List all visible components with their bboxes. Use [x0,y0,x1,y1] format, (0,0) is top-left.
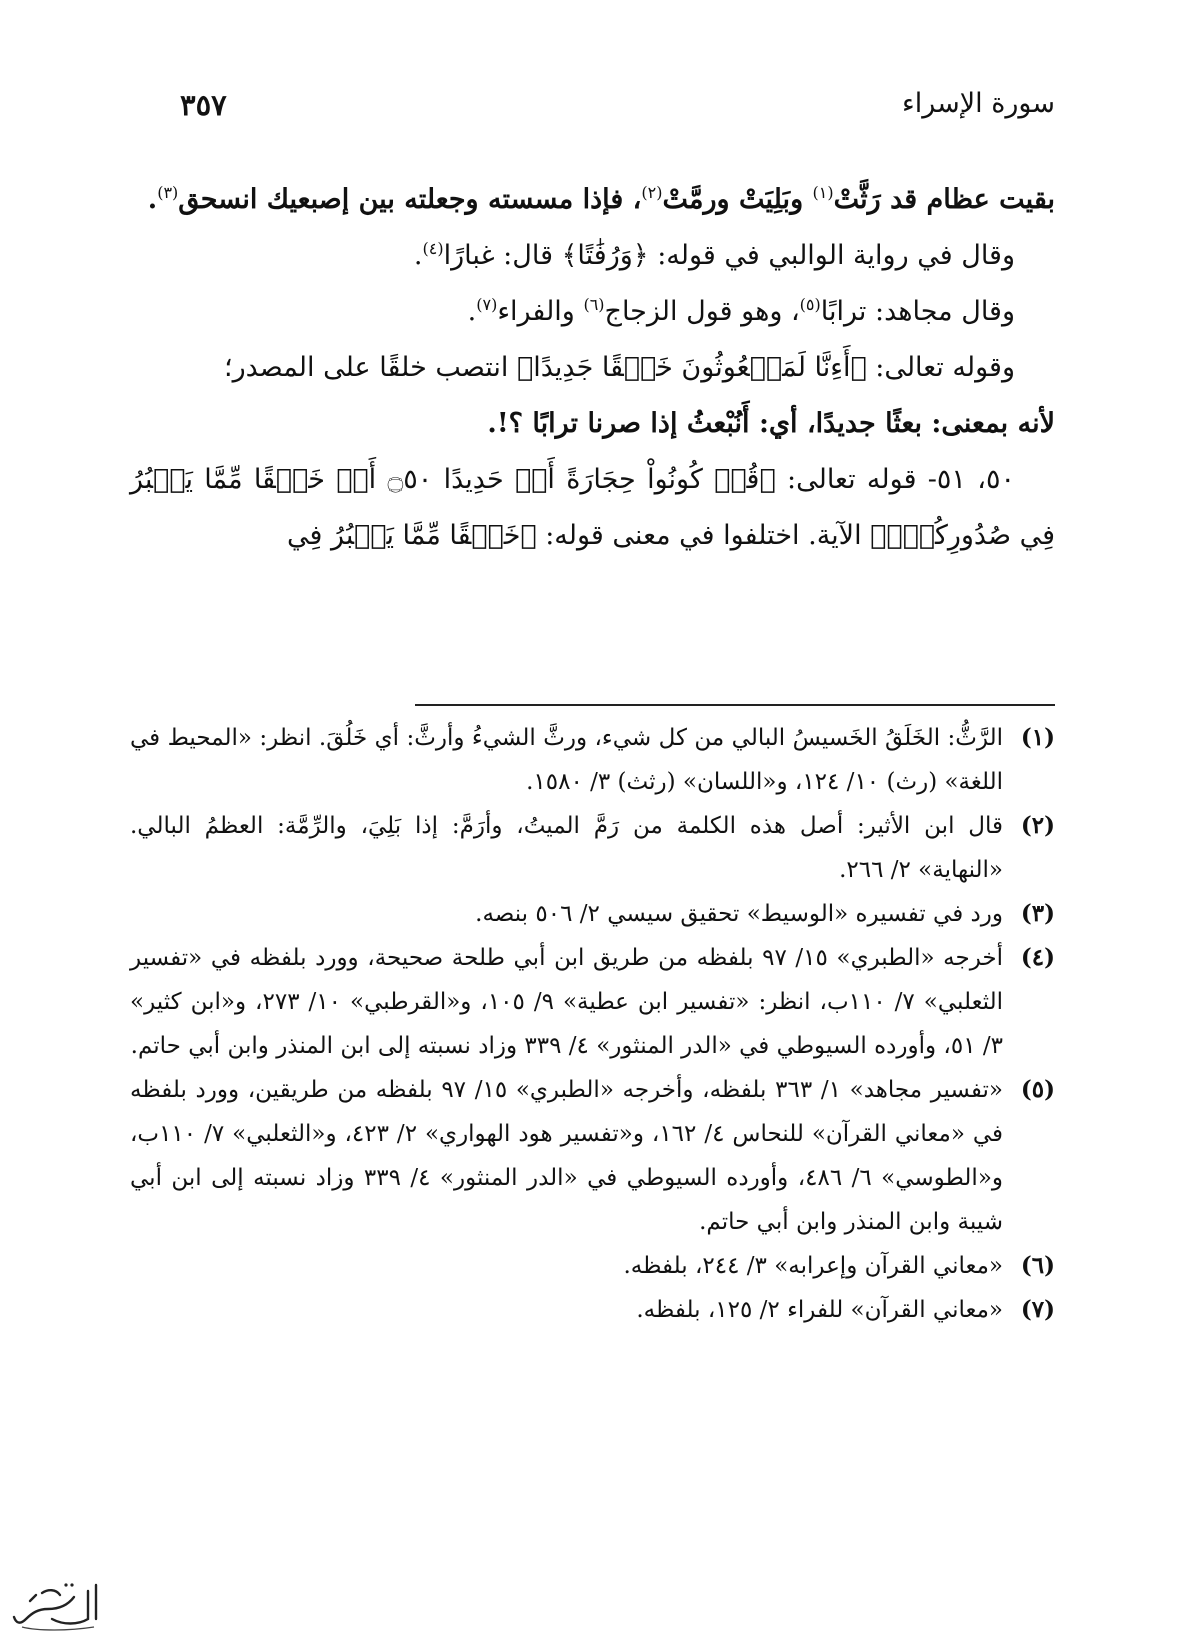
paragraph-4: وقوله تعالى: ﴿أَءِنَّا لَمَبۡعُوثُونَ خَلۡقًا جَدِيدًا﴾ انتصب خلقًا على المصدر؛ [223,352,1015,383]
footnote-number: (٤) [1020,944,1055,971]
text-run: ، وهو قول الزجاج [604,296,800,327]
footnote-text: الرَّثُّ: الخَلَقُ الخَسيسُ البالي من كل شيء، ورثَّ الشيءُ وأرثَّ: أي خَلُقَ. انظر: «المحيط في اللغة» (رث) ١٠/ ١٢٤، و«اللسان» (رثث) ٣/ ١٥٨٠. [130,725,1003,795]
footnote-1 [130,716,1055,804]
paragraph-2 [130,228,1055,284]
text-run: وقال مجاهد: ترابًا [820,296,1015,327]
text-run: وبَلِيَتْ ورمَّتْ [662,184,813,215]
footnote-number: (٧) [1020,1296,1055,1323]
footnote-5 [130,1068,1055,1244]
text-run: ، فإذا مسسته وجعلته بين إصبعيك انسحق [178,184,642,215]
text-run: والفراء [497,296,584,327]
footnote-ref-6[interactable]: (٦) [583,295,605,314]
footnote-number: (٢) [1020,812,1055,839]
footnote-text: قال ابن الأثير: أصل هذه الكلمة من رَمَّ الميتُ، وأرَمَّ: إذا بَلِيَ، والرِّمَّة: العظمُ البالي. «النهاية» ٢/ ٢٦٦. [130,813,1003,883]
text-run: . [147,184,158,215]
paragraph-5: لأنه بمعنى: بعثًا جديدًا، أي: أَنُبْعثُ إذا صرنا ترابًا ؟!. [487,408,1055,439]
footnote-text: ورد في تفسيره «الوسيط» تحقيق سيسي ٢/ ٥٠٦ بنصه. [475,901,1003,927]
page-number: ٣٥٧ [180,88,227,122]
paragraph-6: ٥٠، ٥١- قوله تعالى: ﴿قُلۡ كُونُواْ حِجَارَةً أَوۡ حَدِيدًا ۝٥٠ أَوۡ خَلۡقًا مِّمَّا يَكۡبُرُ فِي صُدُورِكُمۡۚ﴾ الآية. اختلفوا في معنى قوله: ﴿خَلۡقًا مِّمَّا يَكۡبُرُ فِي [130,464,1055,551]
footnotes [130,716,1055,1332]
footnote-text: «معاني القرآن وإعرابه» ٣/ ٢٤٤، بلفظه. [623,1253,1003,1279]
footnote-2 [130,804,1055,892]
footnote-text: أخرجه «الطبري» ١٥/ ٩٧ بلفظه من طريق ابن أبي طلحة صحيحة، وورد بلفظه في «تفسير الثعلبي» ٧/ ١١٠ب، انظر: «تفسير ابن عطية» ٩/ ١٠٥، و«القرطبي» ١٠/ ٢٧٣، و«ابن كثير» ٣/ ٥١، وأورده السيوطي في «الدر المنثور» ٤/ ٣٣٩ وزاد نسبته إلى ابن المنذر وابن أبي حاتم. [130,945,1004,1059]
main-text [130,172,1055,564]
footnote-6 [130,1244,1055,1288]
footnote-ref-1[interactable]: (١) [812,183,834,202]
text-run: وقال في رواية الوالبي في قوله: ﴿وَرُفَٰتًا﴾ قال: غبارًا [443,240,1015,271]
footnote-3 [130,892,1055,936]
footnote-text: «تفسير مجاهد» ١/ ٣٦٣ بلفظه، وأخرجه «الطبري» ١٥/ ٩٧ بلفظه من طريقين، وورد بلفظه في «معاني القرآن» للنحاس ٤/ ١٦٢، و«تفسير هود الهواري» ٢/ ٤٢٣، و«الثعلبي» ٧/ ١١٠ب، و«الطوسي» ٦/ ٤٨٦، وأورده السيوطي في «الدر المنثور» ٤/ ٣٣٩ وزاد نسبته إلى ابن أبي شيبة وابن المنذر وابن أبي حاتم. [130,1077,1004,1235]
footnote-ref-2[interactable]: (٢) [641,183,663,202]
text-run: . [467,296,477,327]
footnote-ref-7[interactable]: (٧) [476,295,498,314]
calligraphy-logo-icon [8,1575,103,1635]
footnote-ref-5[interactable]: (٥) [799,295,821,314]
footnote-divider [415,704,1055,706]
surah-title: سورة الإسراء [902,88,1055,119]
text-run: . [413,240,423,271]
paragraph-3 [130,284,1055,340]
footnote-number: (٦) [1020,1252,1055,1279]
footnote-7 [130,1288,1055,1332]
footnote-4 [130,936,1055,1068]
footnote-number: (٣) [1020,900,1055,927]
footnote-ref-3[interactable]: (٣) [157,183,179,202]
footnote-number: (٥) [1020,1076,1055,1103]
footnote-number: (١) [1020,724,1055,751]
footnote-ref-4[interactable]: (٤) [422,239,444,258]
footnote-text: «معاني القرآن» للفراء ٢/ ١٢٥، بلفظه. [636,1297,1003,1323]
page-header [180,88,1055,138]
paragraph-1 [130,172,1055,228]
text-run: بقيت عظام قد رَثَّتْ [833,184,1055,215]
